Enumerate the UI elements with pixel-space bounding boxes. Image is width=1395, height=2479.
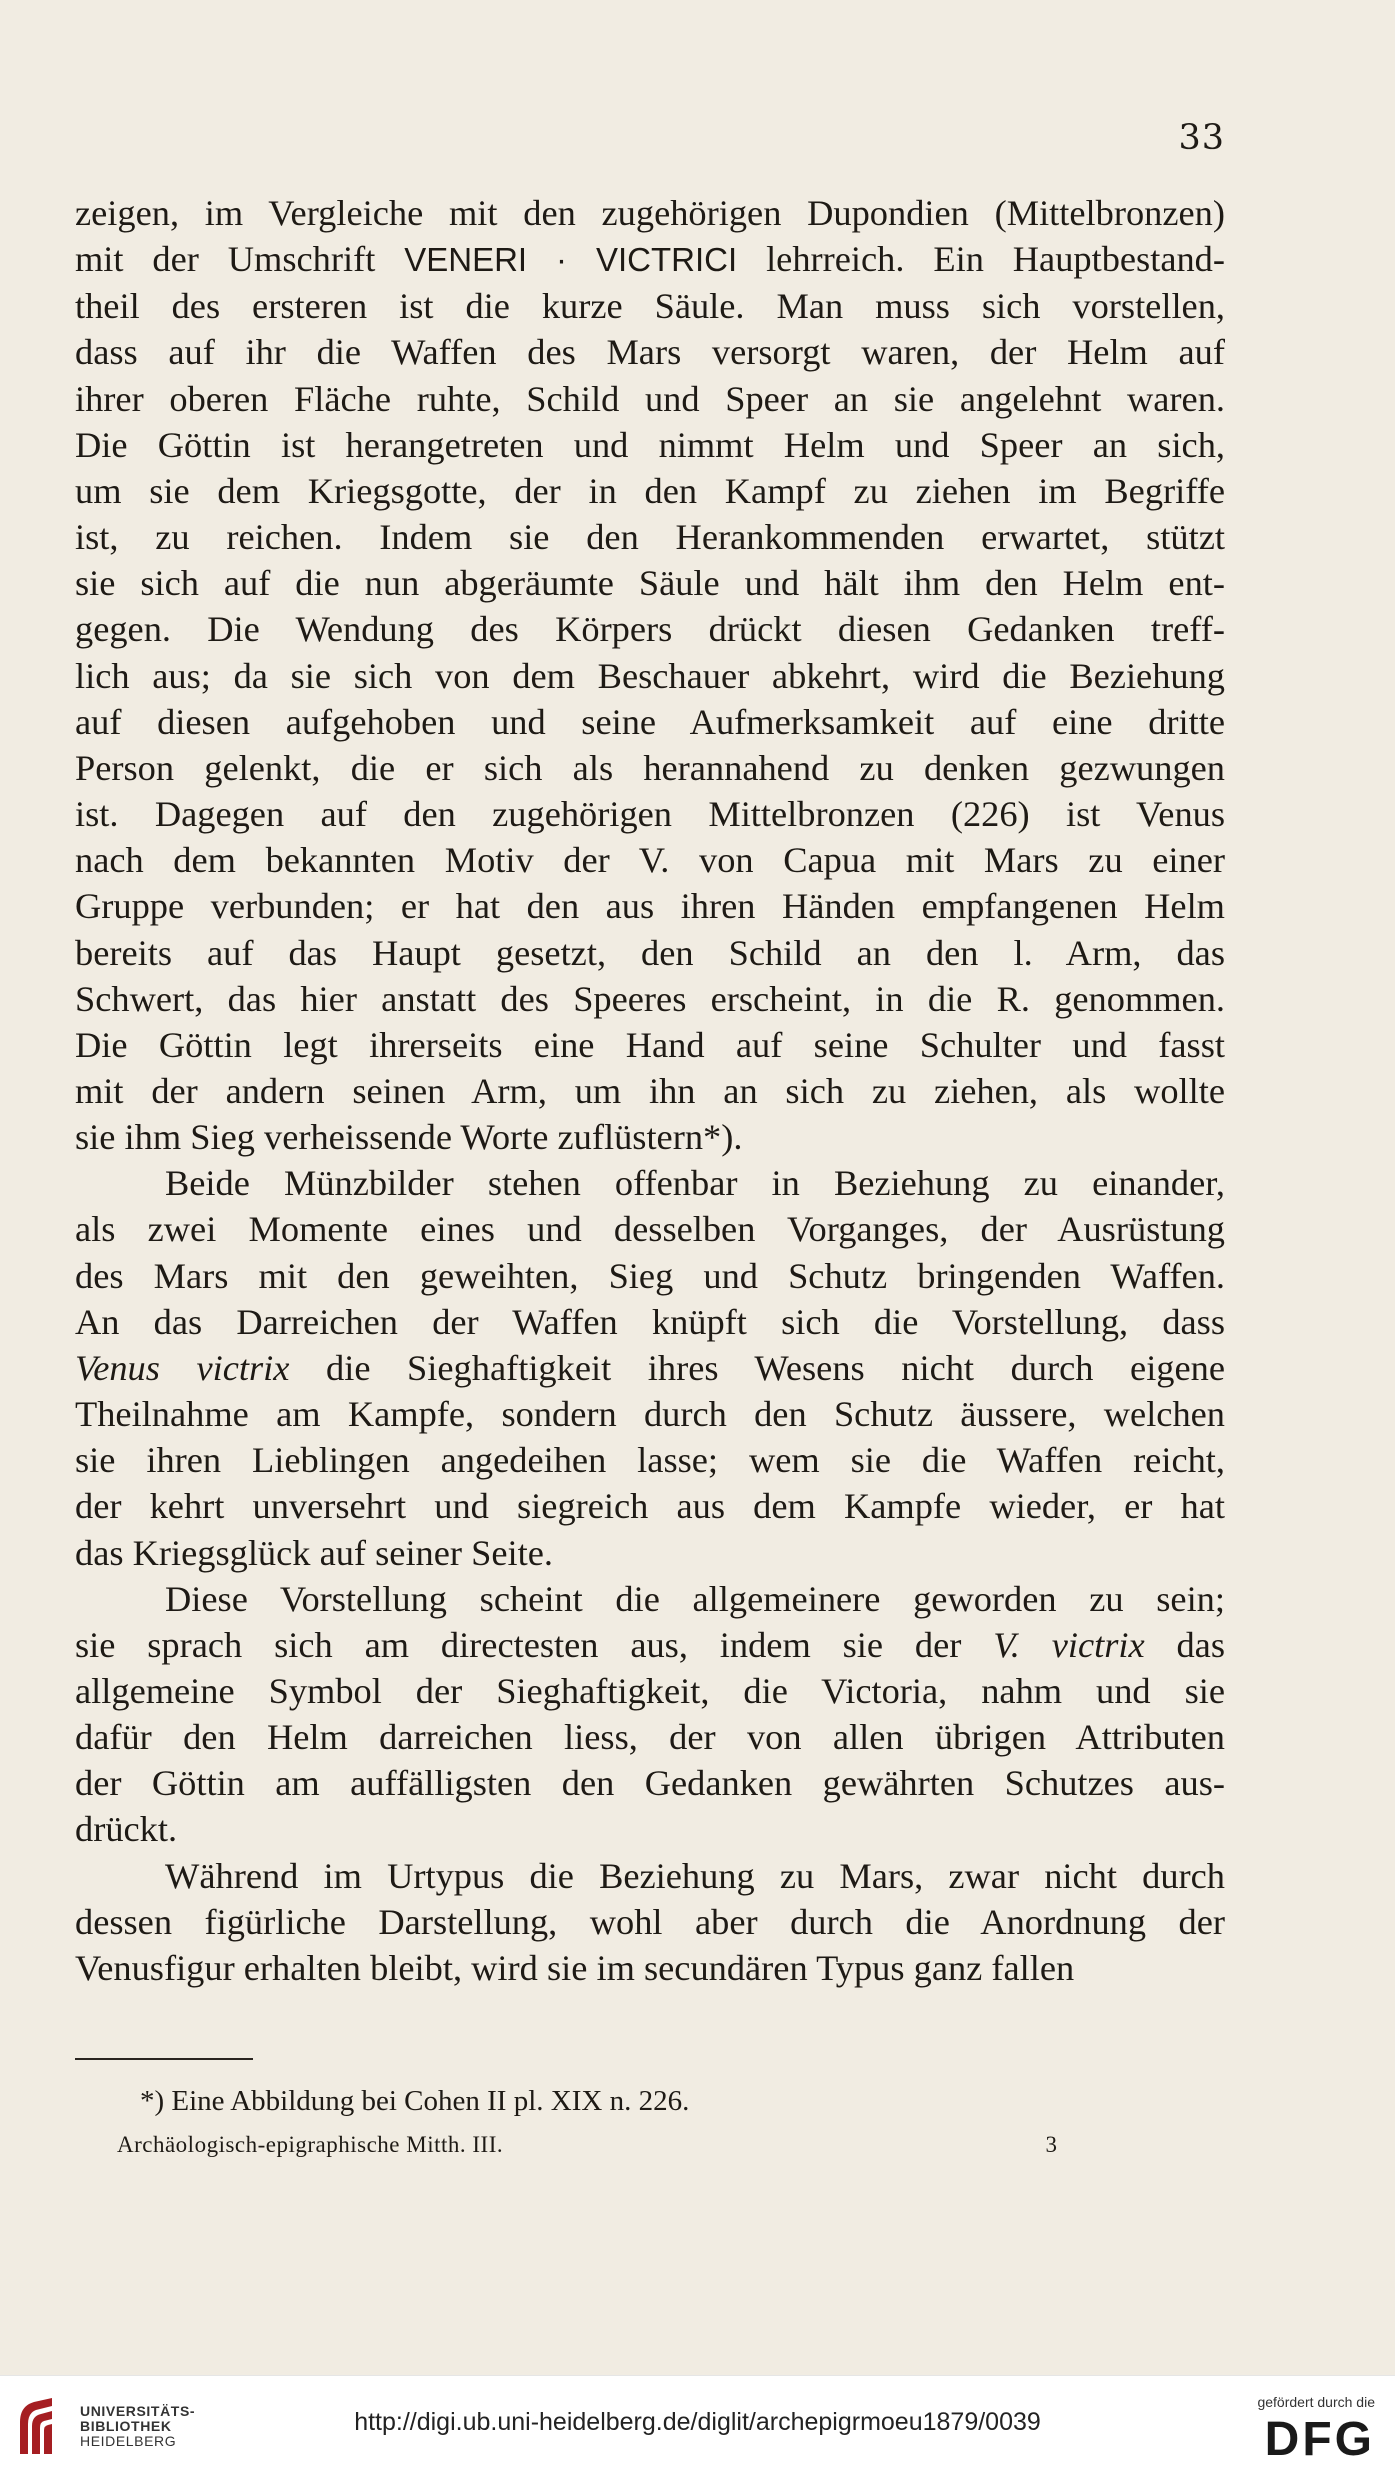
text-line — [75, 1206, 1225, 1252]
text-run: dessen figürliche Darstellung, wohl aber durch die Anordnung der — [75, 1901, 1225, 1942]
text-run: ist. Dagegen auf den zugehörigen Mittelbronzen (226) ist Venus — [75, 794, 1225, 835]
text-line — [75, 1760, 1225, 1806]
permalink-url[interactable]: http://digi.ub.uni-heidelberg.de/diglit/archepigrmoeu1879/0039 — [354, 2408, 1041, 2436]
text-run: lehrreich. Ein Hauptbestand- — [737, 239, 1225, 280]
inscription-text-run: VENERI · VICTRICI — [404, 241, 738, 279]
text-line — [75, 236, 1225, 283]
text-line — [75, 1945, 1225, 1991]
text-run: um sie dem Kriegsgotte, der in den Kampf zu ziehen im Begriffe — [75, 470, 1225, 511]
text-run: die Sieghaftigkeit ihres Wesens nicht durch eigene — [289, 1347, 1226, 1388]
text-run: sie ihm Sieg verheissende Worte zuflüstern*). — [75, 1117, 743, 1158]
text-run: auf diesen aufgehoben und seine Aufmerksamkeit auf eine dritte — [75, 701, 1225, 742]
text-run: Person gelenkt, die er sich als herannahend zu denken gezwungen — [75, 747, 1225, 788]
text-line — [75, 1160, 1225, 1206]
text-run: dass auf ihr die Waffen des Mars versorgt waren, der Helm auf — [75, 332, 1225, 373]
text-line — [75, 1483, 1225, 1529]
text-run: Venusfigur erhalten bleibt, wird sie im secundären Typus ganz fallen — [75, 1947, 1075, 1988]
text-line — [75, 560, 1225, 606]
text-line — [75, 468, 1225, 514]
text-line — [75, 1299, 1225, 1345]
text-run: Schwert, das hier anstatt des Speeres erscheint, in die R. genommen. — [75, 978, 1225, 1019]
dfg-logo: DFG — [1264, 2413, 1375, 2466]
text-run: Theilnahme am Kampfe, sondern durch den Schutz äussere, welchen — [75, 1394, 1225, 1435]
footnote-rule — [75, 2058, 253, 2060]
text-run: der kehrt unversehrt und siegreich aus dem Kampfe wieder, er hat — [75, 1486, 1225, 1527]
body-text — [75, 190, 1225, 1991]
text-run: Diese Vorstellung scheint die allgemeinere geworden zu sein; — [165, 1578, 1225, 1619]
text-run: ihrer oberen Fläche ruhte, Schild und Speer an sie angelehnt waren. — [75, 378, 1225, 419]
text-line — [75, 1806, 1225, 1852]
text-line — [75, 329, 1225, 375]
text-run: drückt. — [75, 1809, 178, 1850]
italic-text-run: V. victrix — [993, 1624, 1145, 1665]
text-run: sie ihren Lieblingen angedeihen lasse; wem sie die Waffen reicht, — [75, 1440, 1225, 1481]
text-run: sie sprach sich am directesten aus, indem sie der — [75, 1624, 994, 1665]
text-line — [75, 1714, 1225, 1760]
journal-signature: Archäologisch-epigraphische Mitth. III. — [117, 2132, 504, 2157]
text-run: mit der Umschrift — [75, 239, 405, 280]
text-line — [75, 1668, 1225, 1714]
text-run: das Kriegsglück auf seiner Seite. — [75, 1532, 553, 1573]
text-run: zeigen, im Vergleiche mit den zugehörigen Dupondien (Mittelbronzen) — [75, 193, 1225, 233]
text-line — [75, 1853, 1225, 1899]
text-line — [75, 1022, 1225, 1068]
library-name-line-2: BIBLIOTHEK — [80, 2418, 172, 2434]
funding-caption: gefördert durch die — [1257, 2394, 1375, 2410]
text-run: Die Göttin ist herangetreten und nimmt Helm und Speer an sich, — [75, 424, 1225, 465]
text-line — [75, 1622, 1225, 1668]
text-line — [75, 422, 1225, 468]
text-line — [75, 883, 1225, 929]
text-run: sie sich auf die nun abgeräumte Säule und hält ihm den Helm ent- — [75, 563, 1225, 604]
text-line — [75, 1899, 1225, 1945]
text-run: Während im Urtypus die Beziehung zu Mars, zwar nicht durch — [165, 1855, 1225, 1896]
text-run: allgemeine Symbol der Sieghaftigkeit, die Victoria, nahm und sie — [75, 1671, 1225, 1711]
text-run: An das Darreichen der Waffen knüpft sich die Vorstellung, dass — [75, 1301, 1225, 1342]
text-line — [75, 745, 1225, 791]
text-run: Beide Münzbilder stehen offenbar in Beziehung zu einander, — [165, 1163, 1225, 1204]
text-line — [75, 190, 1225, 236]
text-line — [75, 1530, 1225, 1576]
text-run: Die Göttin legt ihrerseits eine Hand auf seine Schulter und fasst — [75, 1024, 1225, 1065]
text-run: dafür den Helm darreichen liess, der von allen übrigen Attributen — [75, 1717, 1225, 1758]
text-run: des Mars mit den geweihten, Sieg und Schutz bringenden Waffen. — [75, 1255, 1225, 1296]
text-line — [75, 837, 1225, 883]
text-line — [75, 699, 1225, 745]
text-run: Gruppe verbunden; er hat den aus ihren Händen empfangenen Helm — [75, 886, 1225, 927]
footer-bar — [0, 2375, 1395, 2479]
text-line — [75, 653, 1225, 699]
signature-line — [117, 2132, 1057, 2158]
text-run: nach dem bekannten Motiv der V. von Capua mit Mars zu einer — [75, 840, 1225, 881]
italic-text-run: Venus victrix — [75, 1347, 290, 1388]
text-run: bereits auf das Haupt gesetzt, den Schild an den l. Arm, das — [75, 932, 1225, 973]
text-run: der Göttin am auffälligsten den Gedanken gewährten Schutzes aus- — [75, 1763, 1225, 1804]
text-run: das — [1144, 1624, 1226, 1665]
text-run: gegen. Die Wendung des Körpers drückt diesen Gedanken treff- — [75, 609, 1225, 650]
text-line — [75, 283, 1225, 329]
text-line — [75, 976, 1225, 1022]
text-line — [75, 1345, 1225, 1391]
text-line — [75, 1391, 1225, 1437]
sheet-number: 3 — [1045, 2132, 1057, 2157]
text-line — [75, 1114, 1225, 1160]
text-line — [75, 1576, 1225, 1622]
text-run: mit der andern seinen Arm, um ihn an sich zu ziehen, als wollte — [75, 1070, 1225, 1111]
text-line — [75, 376, 1225, 422]
page-number: 33 — [1178, 118, 1225, 158]
text-line — [75, 1437, 1225, 1483]
text-run: theil des ersteren ist die kurze Säule. Man muss sich vorstellen, — [75, 286, 1225, 327]
library-name-line-3: HEIDELBERG — [80, 2433, 177, 2449]
text-line — [75, 791, 1225, 837]
text-run: ist, zu reichen. Indem sie den Herankommenden erwartet, stützt — [75, 517, 1225, 558]
text-line — [75, 1253, 1225, 1299]
text-line — [75, 930, 1225, 976]
footnote: *) Eine Abbildung bei Cohen II pl. XIX n. 226. — [140, 2085, 690, 2117]
text-run: lich aus; da sie sich von dem Beschauer abkehrt, wird die Beziehung — [75, 655, 1225, 696]
library-name-line-1: UNIVERSITÄTS- — [80, 2403, 196, 2419]
text-line — [75, 606, 1225, 652]
text-run: als zwei Momente eines und desselben Vorganges, der Ausrüstung — [75, 1209, 1225, 1250]
text-line — [75, 514, 1225, 560]
text-line — [75, 1068, 1225, 1114]
